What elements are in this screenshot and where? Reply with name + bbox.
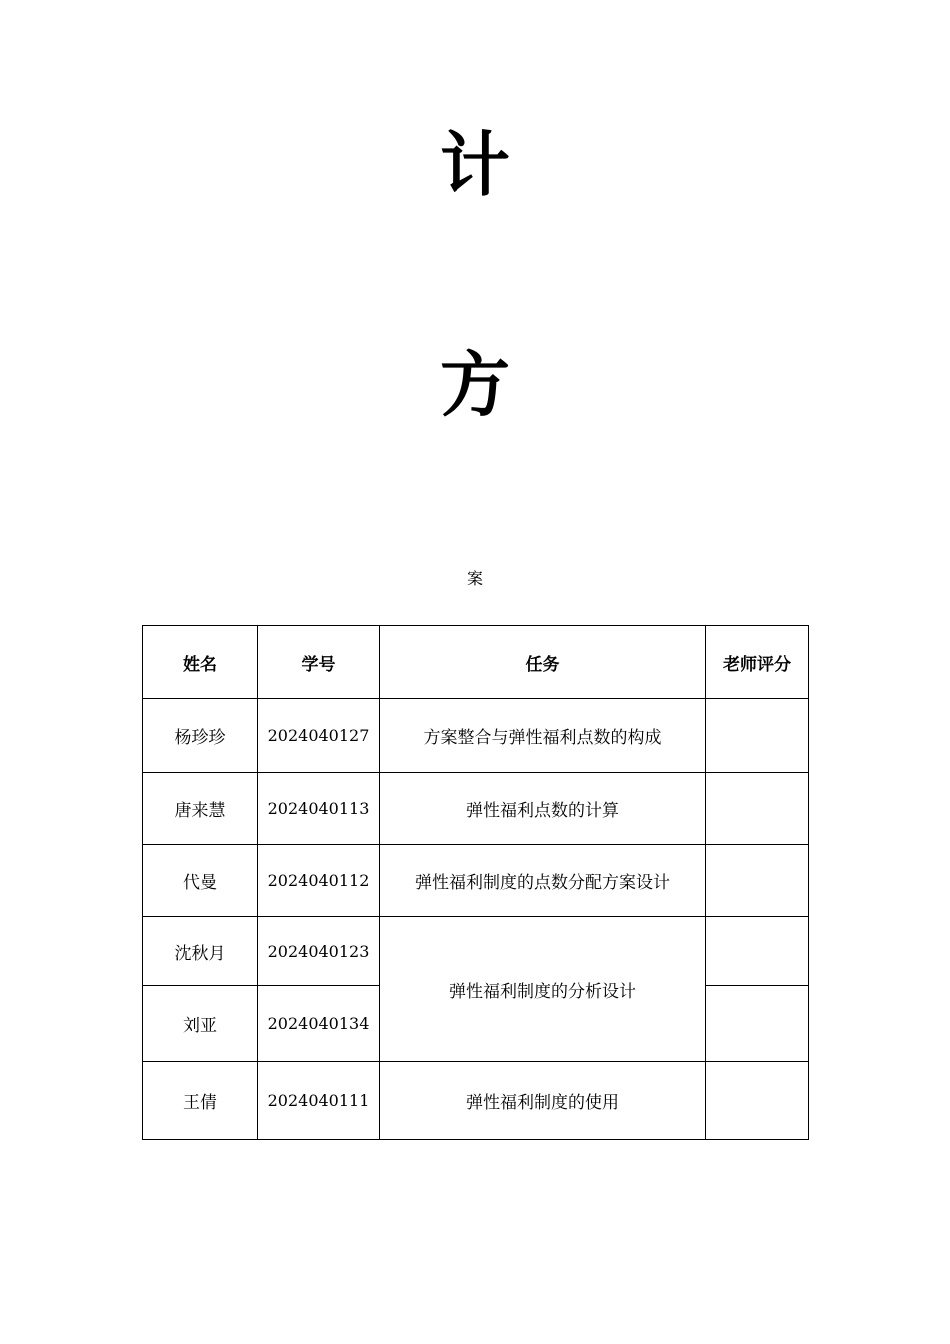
member-score [706, 917, 809, 986]
member-task: 弹性福利点数的计算 [380, 773, 706, 845]
member-name: 代曼 [143, 845, 258, 917]
table-row [143, 1062, 809, 1140]
member-id: 2024040127 [258, 699, 380, 773]
member-name: 杨珍珍 [143, 699, 258, 773]
member-score [706, 1062, 809, 1140]
title-char-2: 方 [440, 343, 510, 426]
member-id: 2024040112 [258, 845, 380, 917]
table-row [143, 773, 809, 845]
member-task-shared: 弹性福利制度的分析设计 [380, 917, 706, 1062]
member-name: 沈秋月 [143, 917, 258, 986]
table-row [143, 917, 809, 986]
member-score [706, 773, 809, 845]
member-score [706, 845, 809, 917]
member-name: 王倩 [143, 1062, 258, 1140]
member-task: 方案整合与弹性福利点数的构成 [380, 699, 706, 773]
table-header-row [143, 626, 809, 699]
member-task: 弹性福利制度的点数分配方案设计 [380, 845, 706, 917]
header-name: 姓名 [143, 626, 258, 699]
member-name: 刘亚 [143, 986, 258, 1062]
member-id: 2024040134 [258, 986, 380, 1062]
member-score [706, 699, 809, 773]
member-score [706, 986, 809, 1062]
header-task: 任务 [380, 626, 706, 699]
member-name: 唐来慧 [143, 773, 258, 845]
member-id: 2024040113 [258, 773, 380, 845]
title-char-3: 案 [466, 569, 483, 588]
header-teacher-score: 老师评分 [706, 626, 809, 699]
member-table [142, 625, 809, 1140]
member-id: 2024040123 [258, 917, 380, 986]
table-row [143, 845, 809, 917]
member-task: 弹性福利制度的使用 [380, 1062, 706, 1140]
member-id: 2024040111 [258, 1062, 380, 1140]
title-char-1: 计 [440, 123, 510, 206]
header-student-id: 学号 [258, 626, 380, 699]
table-row [143, 699, 809, 773]
